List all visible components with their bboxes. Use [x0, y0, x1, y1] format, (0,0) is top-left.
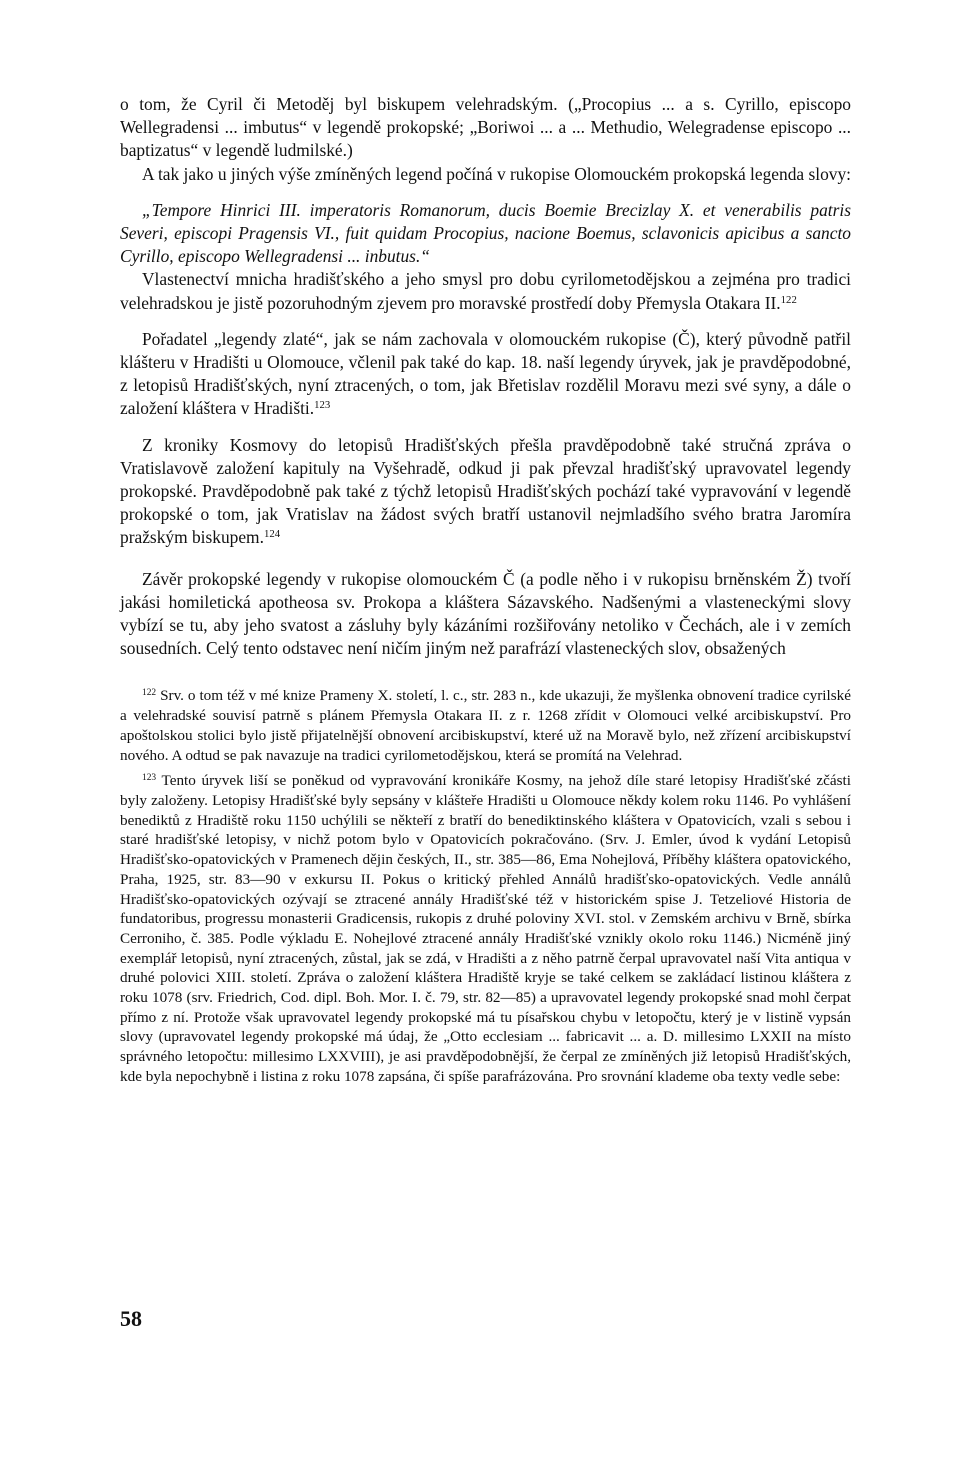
- footnote-number: 122: [142, 688, 157, 699]
- main-text: [120, 93, 851, 660]
- paragraph: [120, 434, 851, 550]
- footnote-ref: 122: [780, 293, 797, 306]
- footnote-ref: 124: [263, 528, 281, 541]
- paragraph: o tom, že Cyril či Metoděj byl biskupem velehradským. („Procopius ... a s. Cyrillo, episcopo Wellegradensi ... imbutus“ v legendě prokopské; „Boriwoi ... a ... Methudio, Welegradense episcopo ... baptizatus“ v legendě ludmilské.): [120, 94, 851, 161]
- paragraph: Závěr prokopské legendy v rukopise olomouckém Č (a podle něho i v rukopisu brněnském Ž) tvoří jakási homiletická apotheosa sv. Prokopa a kláštera Sázavského. Nadšenými a vlasteneckými slovy vybízí se tu, aby jeho svatost a zásluhy byly kázáními rozšiřovány netoliko v Čechách, ale i v zemích sousedních. Celý tento odstavec není ničím jiným než parafrází vlasteneckých slov, obsažených: [120, 568, 851, 659]
- paragraph: [120, 328, 851, 421]
- paragraph: [120, 268, 851, 314]
- footnote-ref: 123: [314, 399, 331, 412]
- footnote-text: Tento úryvek liší se poněkud od vypravování kronikáře Kosmy, na jehož díle staré letopisy Hradišťské zčásti byly založeny. Letopisy Hradišťské byly sepsány v klášteře Hradišti u Olomouce někdy kolem roku 1146. Po vyhlášení benediktů z Hradiště roku 1150 uchýlili se někteří z bratří do benediktinského kláštera v Opatovicích, vzali s sebou i staré hradišťské letopisy, v nichž potom bylo v Opatovicích pokračováno. (Srv. J. Emler, úvod k vydání Letopisů Hradišťsko-opatovických v Pramenech dějin českých, II., str. 385—86, Ema Nohejlová, Příběhy kláštera opatovického, Praha, 1925, str. 83—90 v exkursu II. Pokus o kritický přehled Annálů hradišťsko-opatovických. Vedle annálů Hradišťsko-opatovických ozývají se ztracené annály Hradišťské též v historickém spise J. Tetzeliové Historia de fundatoribus, progressu monasterii Gradicensis, rukopis z druhé poloviny XVI. stol. v Zemském archivu v Brně, sbírka Cerroniho, č. 385. Podle výkladu E. Nohejlové ztracené annály Hradišťské vznikly okolo roku 1146.) Nicméně jiný exemplář letopisů, nyní ztracených, zůstal, jak se zdá, v Hradišti a z něho patrně čerpal upravovatel naší Vita antiqua v druhé polovici XIII. století. Zpráva o založení kláštera Hradiště kryje se také celkem se zakládací listinou kláštera z roku 1078 (srv. Friedrich, Cod. dipl. Boh. Mor. I. č. 79, str. 82—85) a upravovatel legendy prokopské snad mohl čerpat přímo z ní. Protože však upravovatel legendy prokopské má tu písařskou chybu v letopočtu, který je v listině vypsán slovy (upravovatel legendy prokopské má údaj, že „Otto ecclesiam ... fabricavit ... a. D. millesimo LXXII na místo správného letopočtu: millesimo LXXVIII), je asi pravděpodobnější, že čerpal ze zmíněných již letopisů Hradišťských, kde byla nepochybně i listina z roku 1078 zapsána, či spíše parafrázována. Pro srovnání klademe oba texty vedle sebe:: [120, 772, 851, 1085]
- paragraph-text: Pořadatel „legendy zlaté“, jak se nám zachovala v olomouckém rukopise (Č), který původně patřil klášteru v Hradišti u Olomouce, včlenil pak také do kap. 18. naší legendy úryvek, jak je pravděpodobné, z letopisů Hradišťských, nyní ztracených, o tom, jak Břetislav rozdělil Moravu mezi své syny, a dále o založení kláštera v Hradišti.: [120, 328, 851, 419]
- footnotes: [120, 686, 851, 1086]
- footnote-number: 123: [142, 773, 157, 784]
- latin-quote: „Tempore Hinrici III. imperatoris Romanorum, ducis Boemie Brecizlay X. et venerabilis patris Severi, episcopi Pragensis VI., fuit quidam Procopius, nacione Boemus, sclavonicis apicibus a sancto Cyrillo, episcopo Wellegradensi ... inbutus.“: [120, 199, 851, 267]
- footnote: [120, 771, 851, 1086]
- page-number: 58: [120, 1306, 142, 1331]
- footnote-text: Srv. o tom též v mé knize Prameny X. století, l. c., str. 283 n., kde ukazuji, že myšlenka obnovení tradice cyrilské a velehradské souvisí patrně s plánem Přemysla Otakara II. z r. 1268 zřídit v Olomouci velké arcibiskupství. Pro apoštolskou stolici bylo jistě přijatelnější obnovení arcibiskupství, které už na Moravě bylo, než zřízení arcibiskupství nového. A odtud se pak navazuje na tradici cyrilometodějskou, která se promítá na Velehrad.: [120, 687, 851, 764]
- page-content: [120, 93, 851, 1087]
- footnote: [120, 686, 851, 765]
- paragraph-text: Vlastenectví mnicha hradišťského a jeho smysl pro dobu cyrilometodějskou a zejména pro tradici velehradskou je jistě pozoruhodným zjevem pro moravské prostředí doby Přemysla Otakara II.: [120, 269, 851, 313]
- paragraph-text: Z kroniky Kosmovy do letopisů Hradišťských přešla pravděpodobně také stručná zpráva o Vratislavově založení kapituly na Vyšehradě, odkud ji pak převzal hradišťský upravovatel legendy prokopské. Pravděpodobně pak také z týchž letopisů Hradišťských pochází také vypravování v legendě prokopské o tom, jak Vratislav na žádost svých bratří ustanovil nejmladšího svého bratra Jaromíra pražským biskupem.: [120, 434, 851, 548]
- paragraph: A tak jako u jiných výše zmíněných legend počíná v rukopise Olomouckém prokopská legenda slovy:: [142, 163, 851, 184]
